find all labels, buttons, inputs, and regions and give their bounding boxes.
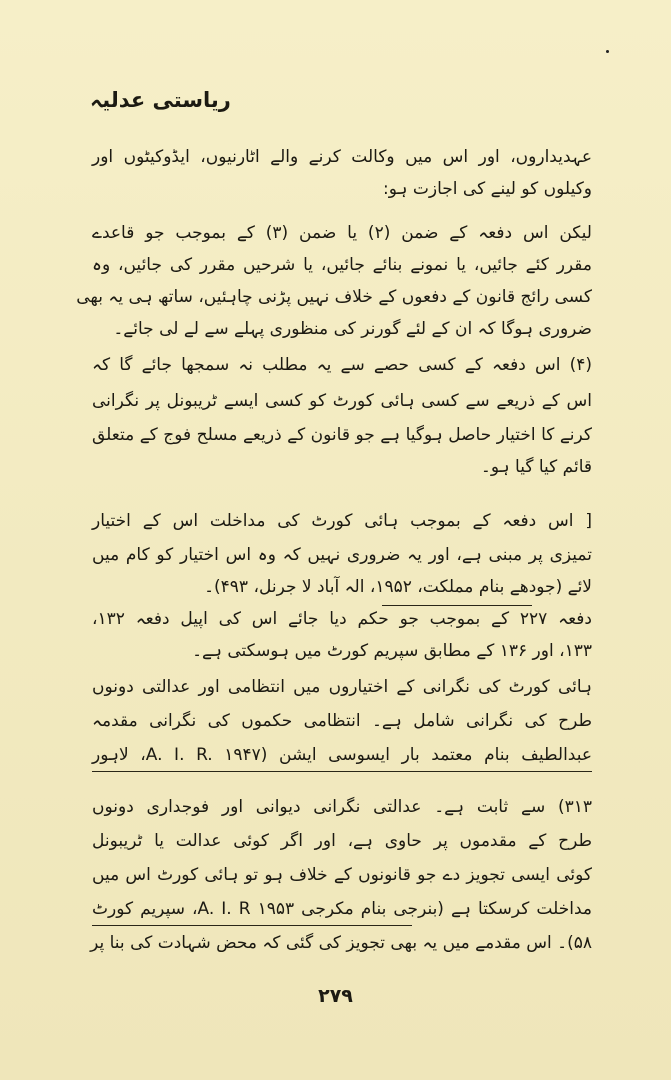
text-line: عہدیداروں، اور اس میں وکالت کرنے والے اٹارنیوں، ایڈوکیٹوں اور — [92, 147, 592, 167]
text-line: ۱۳۳، اور ۱۳۶ کے مطابق سپریم کورٹ میں ہوسکتی ہے۔ — [192, 641, 592, 661]
case-underline — [382, 605, 532, 606]
text-line: لائے (جودھے بنام مملکت، ۱۹۵۲، الہ آباد لا جرنل، ۴۹۳)۔ — [204, 577, 592, 597]
text-line: لیکن اس دفعہ کے ضمن (۲) یا ضمن (۳) کے بموجب جو قاعدے — [92, 223, 592, 243]
case-underline — [92, 771, 592, 772]
text-line: مقرر کئے جائیں، یا نمونے بنائے جائیں، یا شرحیں مقرر کی جائیں، وہ — [92, 255, 592, 275]
page-speck — [606, 50, 609, 53]
text-line: ۳۱۳) سے ثابت ہے۔ عدالتی نگرانی دیوانی اور فوجداری دونوں — [92, 797, 592, 817]
text-line: قائم کیا گیا ہو۔ — [480, 457, 592, 477]
text-line: کوئی ایسی تجویز دے جو قانونوں کے خلاف ہو تو ہائی کورٹ اس میں — [92, 865, 592, 885]
text-line: طرح کی نگرانی شامل ہے۔ انتظامی حکموں کی نگرانی مقدمہ — [92, 711, 592, 731]
text-line: (۴) اس دفعہ کے کسی حصے سے یہ مطلب نہ سمجھا جائے گا کہ — [92, 355, 592, 375]
running-header: ریاستی عدلیہ — [90, 88, 231, 112]
text-line: کسی رائج قانون کے دفعوں کے خلاف نہیں پڑنی چاہئیں، ساتھ ہی یہ بھی — [76, 287, 592, 307]
text-line: وکیلوں کو لینے کی اجازت ہو: — [383, 179, 592, 199]
text-line: مداخلت کرسکتا ہے (بنرجی بنام مکرجی A. I. R ۱۹۵۳، سپریم کورٹ — [92, 899, 593, 919]
text-line: [ اس دفعہ کے بموجب ہائی کورٹ کی مداخلت اس کے اختیار — [92, 511, 592, 531]
text-line: تمیزی پر مبنی ہے، اور یہ ضروری نہیں کہ وہ اس اختیار کو کام میں — [92, 545, 592, 565]
page-number: ۲۷۹ — [318, 985, 353, 1007]
text-line: طرح کے مقدموں پر حاوی ہے، اور اگر کوئی عدالت یا ٹریبونل — [92, 831, 592, 851]
text-line: ہائی کورٹ کی نگرانی کے اختیاروں میں انتظامی اور عدالتی دونوں — [92, 677, 592, 697]
text-line: ۵۸)۔ اس مقدمے میں یہ بھی تجویز کی گئی کہ محض شہادت کی بنا پر — [90, 933, 592, 953]
case-underline — [92, 925, 412, 926]
text-line: کرنے کا اختیار حاصل ہوگیا ہے جو قانون کے ذریعے مسلح فوج کے متعلق — [92, 425, 592, 445]
text-line: دفعہ ۲۲۷ کے بموجب جو حکم دیا جائے اس کی اپیل دفعہ ۱۳۲، — [92, 609, 592, 629]
text-line: عبدالطیف بنام معتمد بار ایسوسی ایشن (A. I. R. ۱۹۴۷، لاہور — [92, 745, 592, 765]
text-line: اس کے ذریعے سے کسی ہائی کورٹ کو کسی ایسے ٹریبونل پر نگرانی — [92, 391, 592, 411]
text-line: ضروری ہوگا کہ ان کے لئے گورنر کی منظوری پہلے سے لے لی جائے۔ — [113, 319, 592, 339]
